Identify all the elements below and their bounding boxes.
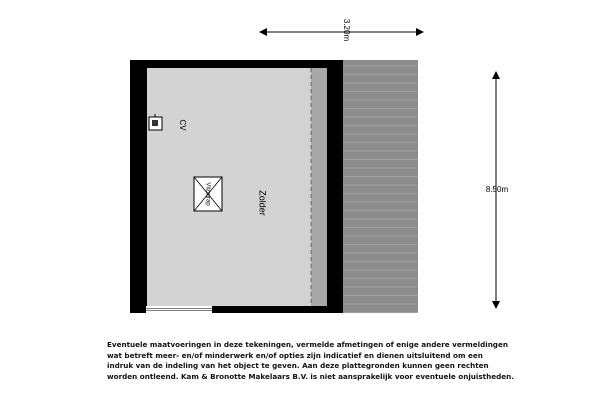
disclaimer-line: worden ontleend. Kam & Bronotte Makelaars B.V. is niet aansprakelijk voor eventuele onjuistheden. [107,371,514,381]
cv-label: CV [178,119,187,131]
disclaimer-line: Eventuele maatvoeringen in deze tekeningen, vermelde afmetingen of enige andere vermeldingen [107,340,508,349]
window [146,306,212,313]
dimension-right-label: 8.50m [485,185,509,194]
room-label-zolder: Zolder [257,190,268,216]
dimension-top-label: 3.20m [342,18,351,42]
attic-floor [147,68,327,306]
disclaimer-line: wat betreft meer- en/of minderwerk en/of opties zijn indicatief en dienen uitsluitend om een [107,350,483,360]
disclaimer-line: indruk van de indeling van het object te geven. Aan deze plattegronden kunnen geen rechten [107,361,489,370]
disclaimer [107,340,527,382]
roof-slope [343,60,418,313]
knee-wall [311,68,327,306]
vlizotrap-label: Vlizotrap [204,182,211,206]
dimension-right [486,72,509,308]
vlizotrap [194,177,222,211]
dimension-top [260,19,423,42]
